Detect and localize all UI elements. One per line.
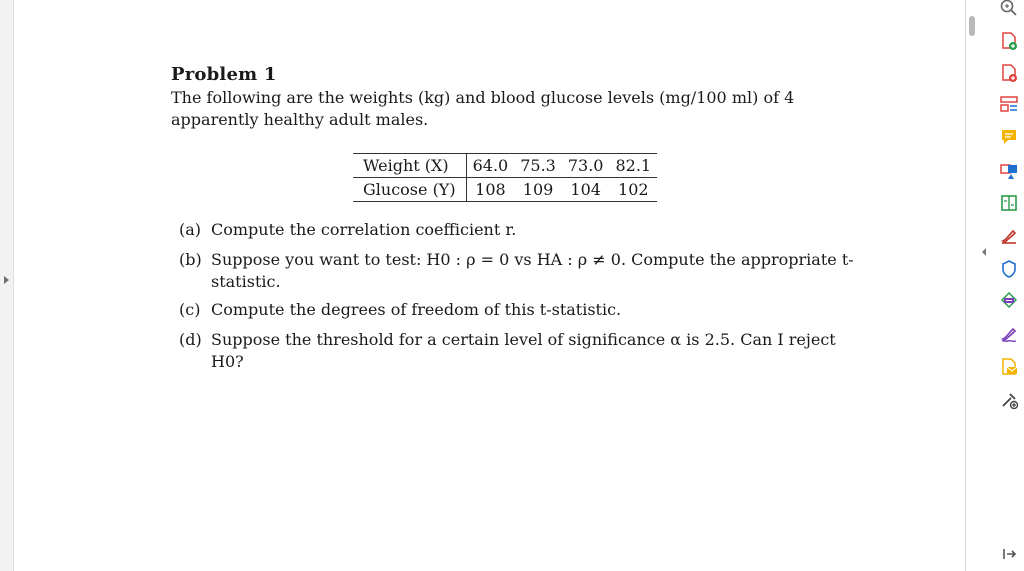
table-cell: 102 (609, 178, 657, 202)
part-a (179, 219, 869, 241)
problem-title: Problem 1 (171, 64, 277, 85)
send-icon[interactable] (998, 356, 1020, 378)
data-table (353, 153, 657, 202)
part-text: Compute the correlation coefficient r. (211, 220, 517, 239)
compress-icon[interactable] (998, 192, 1020, 214)
create-pdf-icon[interactable] (998, 30, 1020, 52)
part-b (179, 249, 869, 293)
scan-icon[interactable] (998, 290, 1020, 312)
part-label: (b) (179, 250, 202, 269)
tools-panel (990, 0, 1024, 571)
part-c (179, 299, 869, 321)
part-text: Suppose you want to test: H0 : ρ = 0 vs HA : ρ ≠ 0. Compute the appropriate t-statistic. (211, 250, 854, 291)
zoom-icon[interactable] (998, 0, 1020, 19)
edit-pdf-icon[interactable] (998, 160, 1020, 182)
collapse-tools-panel-icon[interactable] (982, 248, 986, 256)
expand-panel-icon[interactable] (998, 543, 1020, 565)
table-row (353, 154, 657, 178)
vertical-scrollbar[interactable] (965, 0, 980, 571)
comment-icon[interactable] (998, 126, 1020, 148)
table-row (353, 178, 657, 202)
part-label: (c) (179, 300, 201, 319)
left-panel-edge[interactable] (0, 0, 14, 571)
protect-icon[interactable] (998, 258, 1020, 280)
fill-sign-icon[interactable] (998, 225, 1020, 247)
organize-pages-icon[interactable] (998, 93, 1020, 115)
part-d (179, 329, 869, 373)
part-label: (a) (179, 220, 202, 239)
more-tools-icon[interactable] (998, 389, 1020, 411)
table-cell: 82.1 (609, 154, 657, 178)
table-cell: 104 (562, 178, 610, 202)
problem-intro: The following are the weights (kg) and blood glucose levels (mg/100 ml) of 4 apparently healthy adult males. (171, 88, 795, 129)
part-text: Suppose the threshold for a certain level of significance α is 2.5. Can I reject H0? (211, 330, 836, 371)
row-label: Weight (X) (353, 154, 466, 178)
table-cell: 73.0 (562, 154, 610, 178)
row-label: Glucose (Y) (353, 178, 466, 202)
export-pdf-icon[interactable] (998, 62, 1020, 84)
table-cell: 64.0 (466, 154, 514, 178)
part-label: (d) (179, 330, 202, 349)
scrollbar-thumb[interactable] (969, 16, 975, 36)
question-parts (179, 219, 869, 381)
table-cell: 75.3 (514, 154, 562, 178)
request-signature-icon[interactable] (998, 323, 1020, 345)
table-cell: 108 (466, 178, 514, 202)
expand-left-panel-icon[interactable] (4, 276, 9, 284)
table-cell: 109 (514, 178, 562, 202)
part-text: Compute the degrees of freedom of this t-statistic. (211, 300, 622, 319)
